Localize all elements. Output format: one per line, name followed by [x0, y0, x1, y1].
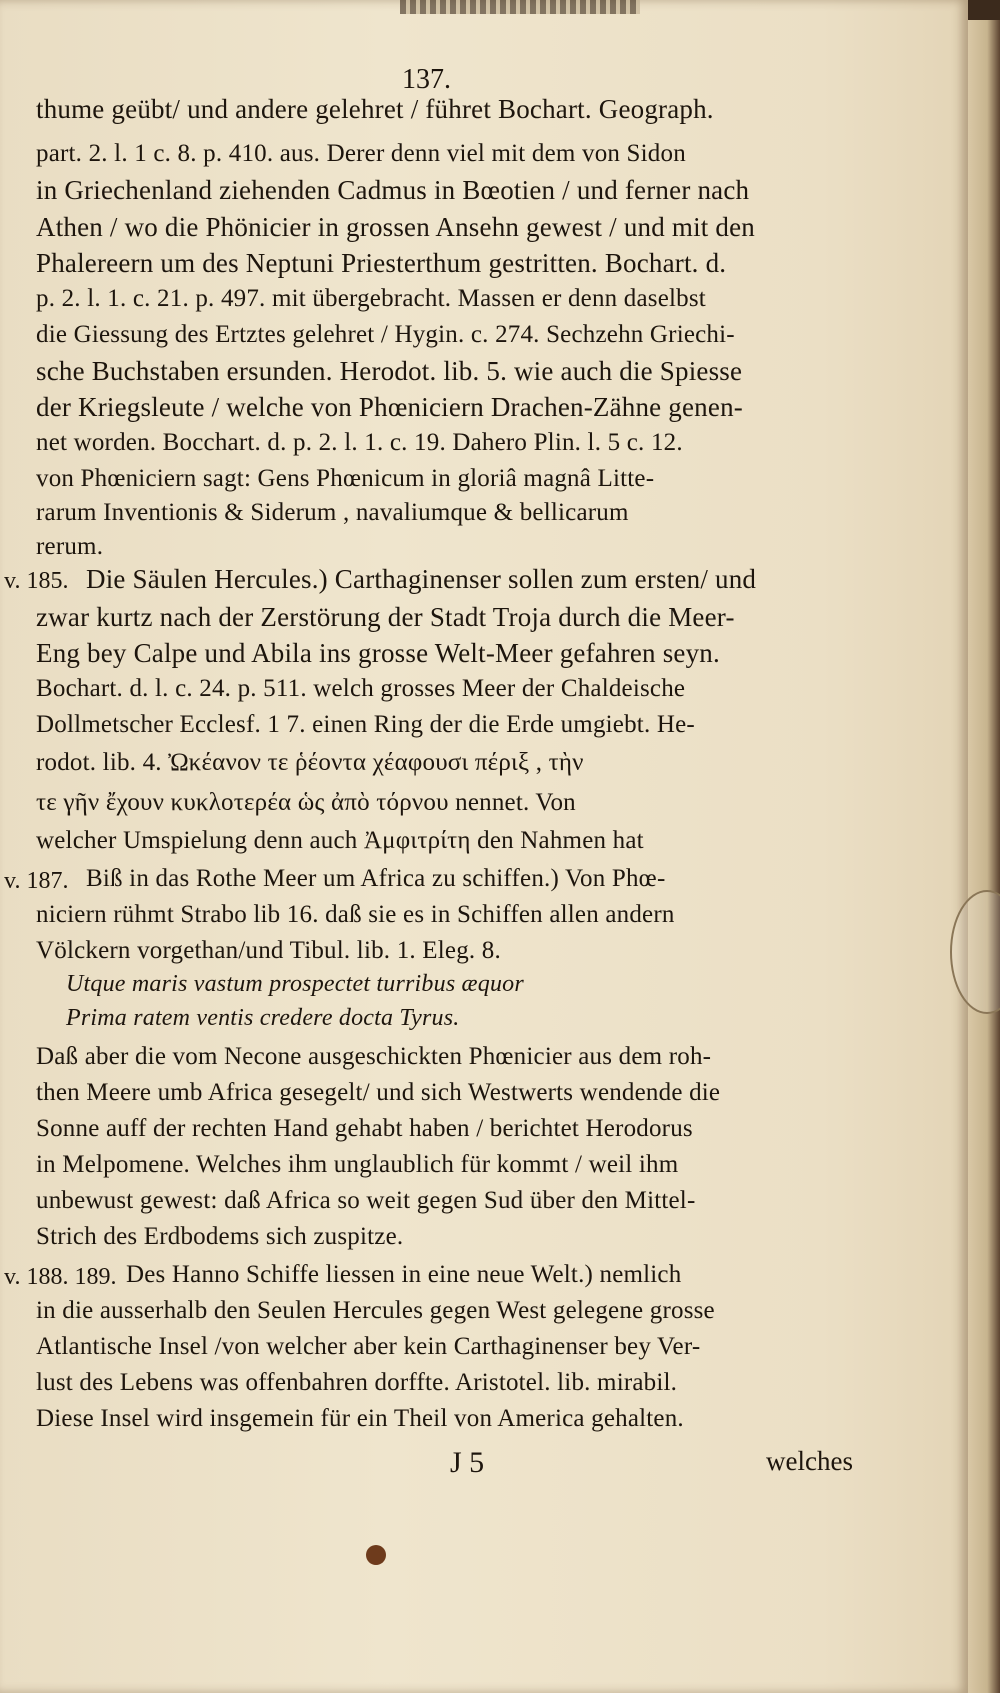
text-line: unbewust gewest: daß Africa so weit gegen Sud über den Mittel-	[36, 1187, 696, 1214]
text-line: der Kriegsleute / welche von Phœniciern Drachen-Zähne genen-	[36, 392, 743, 422]
text-line: rerum.	[36, 533, 104, 560]
text-line: rodot. lib. 4. Ὠκέανον τε ῥέοντα χέαφουσι πέριξ , τὴν	[36, 749, 584, 776]
text-line: Völckern vorgethan/und Tibul. lib. 1. Eleg. 8.	[36, 937, 501, 964]
text-line: Biß in das Rothe Meer um Africa zu schiffen.) Von Phœ-	[86, 865, 666, 892]
text-line: τε γῆν ἔχουν κυκλοτερέα ὡς ἀπὸ τόρνου nennet. Von	[36, 789, 576, 816]
text-line: Dollmetscher Ecclesf. 1 7. einen Ring der die Erde umgiebt. He-	[36, 711, 695, 738]
text-line: welcher Umspielung denn auch Ἀμφιτρίτη den Nahmen hat	[36, 827, 644, 854]
margin-note: v. 185.	[4, 568, 69, 594]
text-line: lust des Lebens was offenbahren dorffte. Aristotel. lib. mirabil.	[36, 1369, 678, 1396]
page-edge	[968, 20, 1000, 1693]
page-number: 137.	[402, 64, 451, 95]
text-line: Athen / wo die Phönicier in grossen Ansehn gewest / und mit den	[36, 212, 756, 242]
text-line: Strich des Erdbodems sich zuspitze.	[36, 1223, 404, 1250]
text-line: part. 2. l. 1 c. 8. p. 410. aus. Derer denn viel mit dem von Sidon	[36, 140, 686, 167]
text-line: Diese Insel wird insgemein für ein Theil von America gehalten.	[36, 1405, 684, 1432]
text-line: p. 2. l. 1. c. 21. p. 497. mit übergebracht. Massen er denn daselbst	[36, 285, 706, 312]
text-line: die Giessung des Ertztes gelehret / Hygin. c. 274. Sechzehn Griechi-	[36, 321, 735, 348]
verse-line: Utque maris vastum prospectet turribus æquor	[66, 971, 524, 997]
margin-note: v. 188. 189.	[4, 1264, 117, 1290]
text-line: zwar kurtz nach der Zerstörung der Stadt Troja durch die Meer-	[36, 602, 735, 632]
text-line: Daß aber die vom Necone ausgeschickten Phœnicier aus dem roh-	[36, 1043, 712, 1070]
top-binding-strip	[400, 0, 640, 14]
text-line: von Phœniciern sagt: Gens Phœnicum in gloriâ magnâ Litte-	[36, 465, 655, 492]
catchword: welches	[766, 1446, 853, 1476]
signature-mark: J 5	[450, 1446, 485, 1479]
text-line: in Melpomene. Welches ihm unglaublich für kommt / weil ihm	[36, 1151, 679, 1178]
text-line: Sonne auff der rechten Hand gehabt haben / berichtet Herodorus	[36, 1115, 693, 1142]
text-line: niciern rühmt Strabo lib 16. daß sie es in Schiffen allen andern	[36, 901, 675, 928]
text-line: Bochart. d. l. c. 24. p. 511. welch grosses Meer der Chaldeische	[36, 675, 686, 702]
text-line: Phalereern um des Neptuni Priesterthum gestritten. Bochart. d.	[36, 248, 727, 278]
margin-note: v. 187.	[4, 868, 69, 894]
text-line: thume geübt/ und andere gelehret / führet Bochart. Geograph.	[36, 94, 714, 124]
text-line: Die Säulen Hercules.) Carthaginenser sollen zum ersten/ und	[86, 564, 757, 594]
text-line: in Griechenland ziehenden Cadmus in Bœotien / und ferner nach	[36, 175, 750, 205]
text-line: in die ausserhalb den Seulen Hercules gegen West gelegene grosse	[36, 1297, 715, 1324]
text-line: net worden. Bocchart. d. p. 2. l. 1. c. 19. Dahero Plin. l. 5 c. 12.	[36, 429, 683, 456]
text-line: Des Hanno Schiffe liessen in eine neue Welt.) nemlich	[126, 1261, 682, 1288]
text-line: Eng bey Calpe und Abila ins grosse Welt-Meer gefahren seyn.	[36, 638, 720, 668]
text-line: rarum Inventionis & Siderum , navaliumque & bellicarum	[36, 499, 629, 526]
text-line: sche Buchstaben ersunden. Herodot. lib. 5. wie auch die Spiesse	[36, 356, 743, 386]
verse-line: Prima ratem ventis credere docta Tyrus.	[66, 1005, 460, 1031]
text-line: then Meere umb Africa gesegelt/ und sich Westwerts wendende die	[36, 1079, 721, 1106]
ink-stain	[366, 1545, 386, 1565]
text-line: Atlantische Insel /von welcher aber kein Carthaginenser bey Ver-	[36, 1333, 701, 1360]
